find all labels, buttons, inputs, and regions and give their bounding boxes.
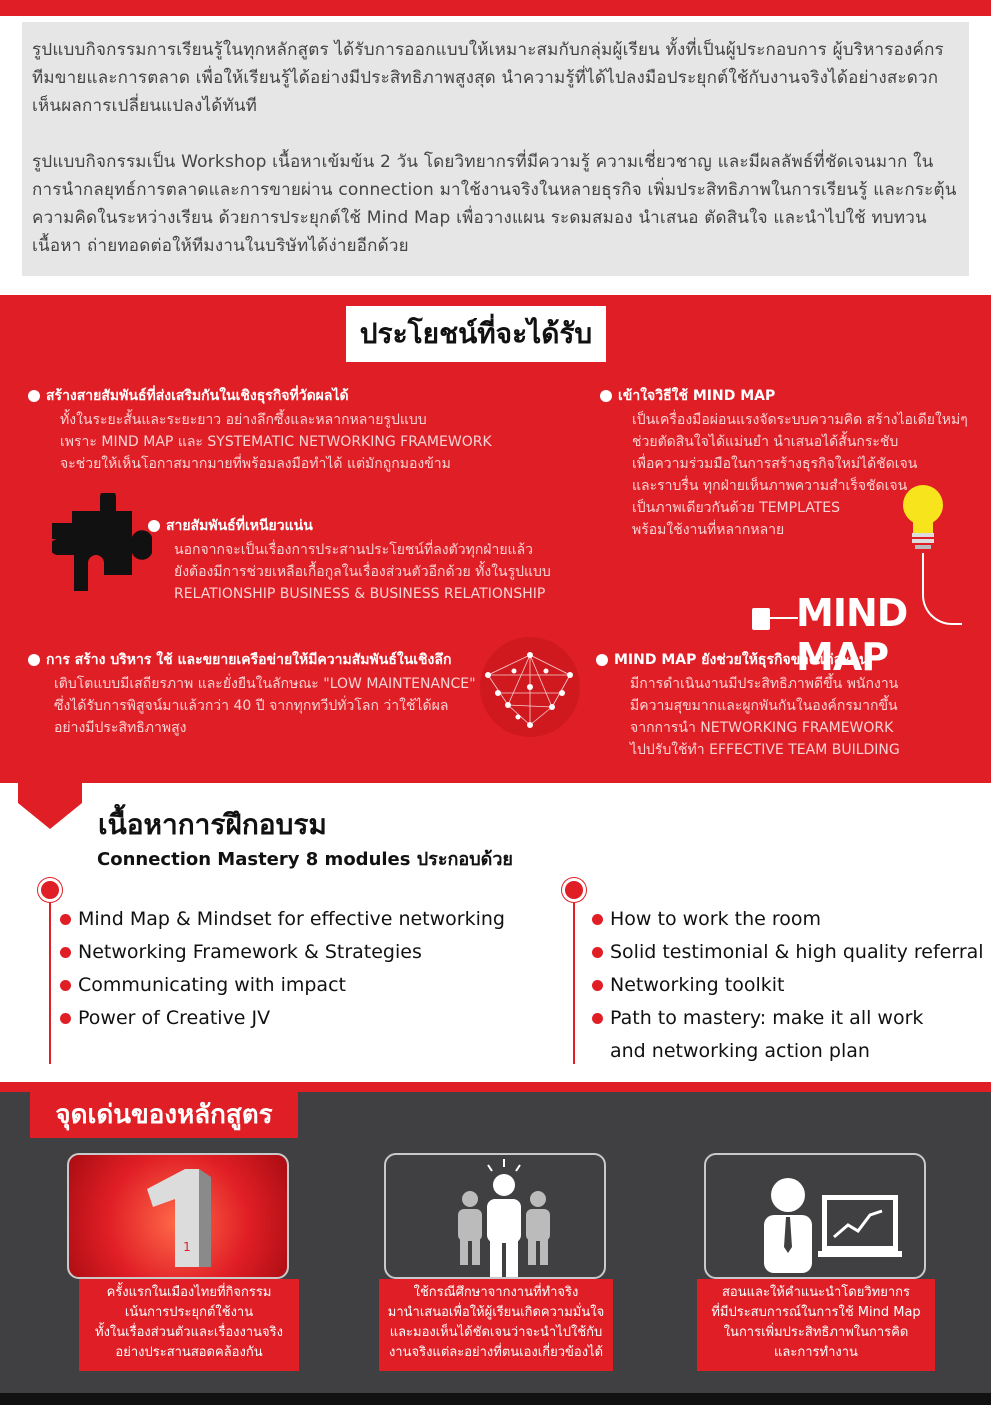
timeline-line	[49, 888, 51, 1064]
benefit-heading: การ สร้าง บริหาร ใช้ และขยายเครือข่ายให้มีความสัมพันธ์ในเชิงลึก	[46, 652, 452, 668]
benefit-line: เป็นเครื่องมือผ่อนแรงจัดระบบความคิด สร้างไอเดียใหม่ๆ	[632, 412, 968, 428]
highlight-card-trainer	[704, 1153, 926, 1279]
intro-box	[22, 22, 969, 276]
bullet-icon	[60, 947, 71, 958]
caption-line: เน้นการประยุกต์ใช้งาน	[124, 1305, 254, 1320]
benefit-item	[148, 515, 551, 605]
module-label: Solid testimonial & high quality referral	[610, 941, 984, 963]
plug-icon	[752, 608, 770, 630]
module-label: Networking Framework & Strategies	[78, 941, 422, 963]
lightbulb-icon	[898, 483, 948, 557]
caption-line: และมองเห็นได้ชัดเจนว่าจะนำไปใช้กับ	[389, 1325, 603, 1340]
module-list-left	[60, 903, 505, 1035]
caption-line: ในการเพิ่มประสิทธิภาพในการคิด	[723, 1325, 909, 1340]
caption-line: ครั้งแรกในเมืองไทยที่กิจกรรม	[106, 1285, 272, 1300]
card-number: 1	[183, 1240, 191, 1254]
highlight-caption	[697, 1279, 935, 1371]
module-list-right	[592, 903, 984, 1068]
training-title: เนื้อหาการฝึกอบรม	[98, 808, 327, 841]
benefit-line: จากการนำ NETWORKING FRAMEWORK	[630, 720, 894, 736]
caption-line: ใช้กรณีศึกษาจากงานที่ทำจริง	[413, 1285, 579, 1300]
benefit-line: ไปปรับใช้ทำ EFFECTIVE TEAM BUILDING	[630, 742, 900, 758]
highlights-title: จุดเด่นของหลักสูตร	[30, 1090, 298, 1138]
benefit-heading: สายสัมพันธ์ที่เหนียวแน่น	[166, 518, 313, 534]
bullet-icon	[592, 947, 603, 958]
benefits-section	[0, 295, 991, 783]
bullet-icon	[592, 914, 603, 925]
timeline-dot-icon	[562, 878, 586, 902]
bullet-icon	[60, 1013, 71, 1024]
benefit-item	[596, 649, 900, 761]
benefit-line: พร้อมใช้งานที่หลากหลาย	[632, 522, 785, 538]
caption-line: มานำเสนอเพื่อให้ผู้เรียนเกิดความมั่นใจ	[387, 1305, 605, 1320]
training-subtitle: Connection Mastery 8 modules ประกอบด้วย	[97, 849, 513, 870]
bullet-icon	[592, 980, 603, 991]
highlight-card-first	[67, 1153, 289, 1279]
leader-team-icon	[386, 1155, 606, 1279]
module-item	[60, 936, 505, 969]
caption-line: ทั้งในเรื่องส่วนตัวและเรื่องงานจริง	[95, 1325, 283, 1340]
benefit-line: เติบโตแบบมีเสถียรภาพ และยั่งยืนในลักษณะ "LOW MAINTENANCE"	[54, 676, 476, 692]
caption-line: ที่มีประสบการณ์ในการใช้ Mind Map	[711, 1305, 921, 1320]
caption-line: และการทำงาน	[774, 1345, 858, 1360]
module-label: Networking toolkit	[610, 974, 785, 996]
presenter-chart-icon	[706, 1155, 926, 1279]
benefit-heading: MIND MAP ยังช่วยให้ธุรกิจของแต่ละคน	[614, 652, 869, 668]
benefits-title: ประโยชน์ที่จะได้รับ	[346, 306, 606, 362]
benefit-line: ยังต้องมีการช่วยเหลือเกื้อกูลในเรื่องส่วนตัวอีกด้วย ทั้งในรูปแบบ	[174, 564, 551, 580]
intro-paragraph-2: รูปแบบกิจกรรมเป็น Workshop เนื้อหาเข้มข้น 2 วัน โดยวิทยากรที่มีความรู้ ความเชี่ยวชาญ และมีผลลัพธ์ที่ชัดเจนมาก ในการนำกลยุทธ์การตลาดและการขายผ่าน connection มาใช้งานจริงในหลายธุรกิจ เพิ่มประสิทธิภาพในการเรียนรู้ และกระตุ้นความคิดในระหว่างเรียน ด้วยการประยุกต์ใช้ Mind Map เพื่อวางแผน ระดมสมอง นำเสนอ ตัดสินใจ และนำไปใช้ ทบทวนเนื้อหา ถ่ายทอดต่อให้ทีมงานในบริษัทได้ง่ายอีกด้วย	[32, 152, 957, 256]
benefit-heading: สร้างสายสัมพันธ์ที่ส่งเสริมกันในเชิงธุรกิจที่วัดผลได้	[46, 388, 349, 404]
benefit-line: ช่วยตัดสินใจได้แม่นยำ นำเสนอได้สั้นกระชับ	[632, 434, 899, 450]
module-label: Path to mastery: make it all work	[610, 1007, 924, 1029]
bottom-bar	[0, 1393, 991, 1405]
benefit-line: มีการดำเนินงานมีประสิทธิภาพดีขึ้น พนักงาน	[630, 676, 899, 692]
intro-paragraph-1: รูปแบบกิจกรรมการเรียนรู้ในทุกหลักสูตร ได้รับการออกแบบให้เหมาะสมกับกลุ่มผู้เรียน ทั้งที่เป็นผู้ประกอบการ ผู้บริหารองค์กร ทีมขายและการตลาด เพื่อให้เรียนรู้ได้อย่างมีประสิทธิภาพสูงสุด นำความรู้ที่ได้ไปลงมือประยุกต์ใช้กับงานจริงได้อย่างสะดวก เห็นผลการเปลี่ยนแปลงได้ทันที	[32, 40, 944, 116]
number-one-icon	[69, 1155, 289, 1279]
module-label: How to work the room	[610, 908, 821, 930]
timeline-dot-icon	[38, 878, 62, 902]
benefit-line: มีความสุขมากและผูกพันกันในองค์กรมากขึ้น	[630, 698, 898, 714]
benefit-line: ซึ่งได้รับการพิสูจน์มาแล้วกว่า 40 ปี จากทุกทวีปทั่วโลก ว่าใช้ได้ผล	[54, 698, 449, 714]
module-item	[592, 903, 984, 936]
bullet-icon	[28, 654, 40, 666]
benefit-item	[28, 385, 492, 475]
benefit-heading: เข้าใจวิธีใช้ MIND MAP	[618, 388, 776, 404]
network-globe-icon	[478, 635, 582, 743]
benefit-line: จะช่วยให้เห็นโอกาสมากมายที่พร้อมลงมือทำได้ แต่มักถูกมองข้าม	[60, 456, 451, 472]
module-label: Communicating with impact	[78, 974, 346, 996]
timeline-line	[573, 888, 575, 1064]
bullet-icon	[592, 1013, 603, 1024]
module-label: Power of Creative JV	[78, 1007, 271, 1029]
benefit-line: RELATIONSHIP BUSINESS & BUSINESS RELATIONSHIP	[174, 586, 546, 602]
module-item	[592, 936, 984, 969]
bullet-icon	[600, 390, 612, 402]
bullet-icon	[60, 914, 71, 925]
module-item	[60, 969, 505, 1002]
caption-line: งานจริงแต่ละอย่างที่ตนเองเกี่ยวข้องได้	[388, 1345, 604, 1360]
module-label: Mind Map & Mindset for effective networking	[78, 908, 505, 930]
module-item	[60, 1002, 505, 1035]
puzzle-icon	[52, 493, 152, 595]
benefit-line: นอกจากจะเป็นเรื่องการประสานประโยชน์ที่ลงตัวทุกฝ่ายแล้ว	[174, 542, 534, 558]
module-item	[592, 1002, 984, 1035]
module-item	[592, 969, 984, 1002]
benefit-line: อย่างมีประสิทธิภาพสูง	[54, 720, 187, 736]
highlight-caption	[379, 1279, 613, 1371]
benefit-line: เป็นภาพเดียวกันด้วย TEMPLATES	[632, 500, 840, 516]
caption-line: สอนและให้คำแนะนำโดยวิทยากร	[722, 1285, 910, 1300]
benefit-line: เพื่อความร่วมมือในการสร้างธุรกิจใหม่ได้ชัดเจน	[632, 456, 918, 472]
highlight-card-case-study	[384, 1153, 606, 1279]
mind-map-logo: MIND MAP	[796, 591, 908, 679]
benefit-line: เพราะ MIND MAP และ SYSTEMATIC NETWORKING FRAMEWORK	[60, 434, 492, 450]
module-item-continuation: and networking action plan	[610, 1040, 870, 1062]
cord-decoration	[770, 617, 798, 619]
bullet-icon	[60, 980, 71, 991]
benefit-line: และราบรื่น ทุกฝ่ายเห็นภาพความสำเร็จชัดเจน	[632, 478, 908, 494]
bullet-icon	[596, 654, 608, 666]
bullet-icon	[148, 520, 160, 532]
module-item	[60, 903, 505, 936]
highlight-caption	[79, 1279, 299, 1371]
benefit-line: ทั้งในระยะสั้นและระยะยาว อย่างลึกซึ้งและหลากหลายรูปแบบ	[60, 412, 427, 428]
bullet-icon	[28, 390, 40, 402]
caption-line: อย่างประสานสอดคล้องกัน	[115, 1345, 263, 1360]
benefit-item	[28, 649, 476, 739]
arrow-tab-icon	[18, 783, 82, 829]
top-accent-bar	[0, 0, 991, 16]
